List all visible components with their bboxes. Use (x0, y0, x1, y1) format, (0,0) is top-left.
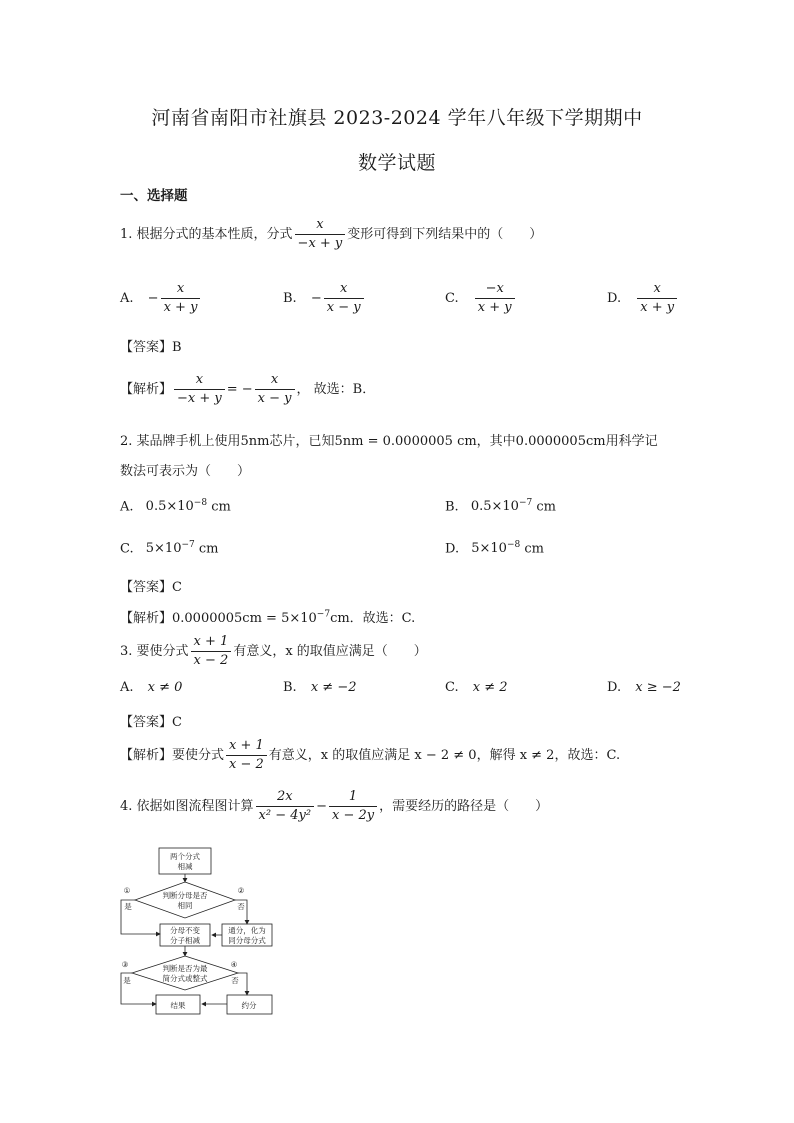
q4-fraction-1 (256, 788, 315, 825)
analysis-text: 【解析】0.0000005cm = 5×10 (120, 611, 317, 626)
frac-num: x + 1 (226, 737, 267, 756)
option-text: x ≠ 2 (472, 680, 508, 695)
q2-option-b (445, 498, 556, 514)
analysis-suffix: 有意义，x 的取值应满足 x − 2 ≠ 0，解得 x ≠ 2，故选：C. (268, 748, 621, 763)
flow-decision-2 (132, 956, 238, 990)
option-label: B. (283, 291, 297, 306)
option-label: A. (120, 499, 134, 515)
flow-yes-3: 是 (123, 976, 131, 985)
option-text: x ≥ −2 (635, 680, 681, 695)
option-fraction (324, 280, 364, 317)
option-label: A. (120, 291, 134, 306)
q2-analysis (120, 607, 415, 626)
flow-decision2-line1: 判断是否为最 (162, 964, 208, 973)
q2-line2: 数法可表示为（ ） (120, 464, 251, 479)
question-3 (120, 633, 427, 670)
q1-option-c (445, 280, 517, 317)
flow-common-line1: 通分，化为 (228, 926, 266, 935)
analysis-exponent: −7 (316, 609, 331, 620)
analysis-fraction-2 (255, 371, 295, 408)
option-unit: cm (532, 499, 556, 515)
analysis-suffix: cm．故选：C. (330, 611, 416, 626)
frac-den: x − y (257, 391, 292, 406)
flow-mark-4: ④ (230, 960, 238, 969)
option-label: B. (445, 499, 459, 515)
flow-result-label: 结果 (170, 1001, 186, 1010)
frac-num: x (324, 280, 364, 299)
q3-fraction (191, 633, 232, 670)
flow-start-line2: 相减 (177, 862, 193, 871)
q1-suffix: 变形可得到下列结果中的（ ） (347, 227, 543, 242)
q1-option-d (607, 280, 679, 317)
option-sign: − (147, 291, 159, 306)
option-base: 5×10 (471, 541, 507, 557)
option-fraction (161, 280, 201, 317)
frac-den: x − 2y (331, 808, 375, 823)
frac-num: x (255, 371, 295, 390)
frac-num: x (174, 371, 225, 390)
flow-no-2: 否 (237, 902, 245, 911)
q4-suffix: ，需要经历的路径是（ ） (379, 799, 549, 814)
q3-suffix: 有意义，x 的取值应满足（ ） (233, 644, 427, 659)
option-fraction (637, 280, 677, 317)
frac-den: x − 2 (229, 757, 264, 772)
option-exponent: −7 (181, 540, 195, 550)
q1-option-b (283, 280, 366, 317)
frac-den: x² − 4y² (258, 808, 312, 823)
option-text: x ≠ 0 (147, 680, 183, 695)
q4-fraction-2 (329, 788, 377, 825)
option-exponent: −7 (518, 498, 533, 508)
q2-option-d (445, 540, 544, 556)
analysis-suffix: ， 故选：B． (296, 382, 376, 397)
q1-frac-den: −x + y (297, 236, 343, 251)
question-4 (120, 788, 548, 825)
q2-option-a (120, 498, 231, 514)
q3-answer: 【答案】C (120, 715, 182, 730)
option-base: 0.5×10 (470, 499, 519, 515)
analysis-fraction (226, 737, 267, 774)
frac-den: −x + y (177, 391, 222, 406)
option-label: D. (607, 680, 622, 695)
frac-den: x + y (477, 300, 512, 315)
flow-mark-2: ② (237, 886, 245, 895)
q1-prefix: 1. 根据分式的基本性质，分式 (120, 227, 293, 242)
q4-minus: − (316, 799, 327, 814)
frac-den: x + y (163, 300, 198, 315)
frac-num: 1 (329, 788, 377, 807)
q3-option-b (283, 680, 356, 695)
flow-decision-1 (135, 882, 235, 918)
flow-common-line2: 同分母分式 (228, 936, 266, 945)
frac-den: x + y (640, 300, 675, 315)
option-sign: − (310, 291, 322, 306)
option-base: 5×10 (145, 541, 182, 557)
option-label: C. (445, 291, 459, 306)
q1-frac-num: x (295, 216, 346, 235)
q1-fraction (295, 216, 346, 253)
frac-num: x + 1 (191, 633, 232, 652)
q3-analysis (120, 737, 620, 774)
option-label: B. (283, 680, 297, 695)
option-base: 0.5×10 (145, 499, 194, 515)
flow-decision1-line2: 相同 (177, 901, 193, 910)
option-label: A. (120, 680, 134, 695)
analysis-prefix: 【解析】要使分式 (120, 748, 225, 763)
option-exponent: −8 (193, 498, 208, 508)
flow-no-4: 否 (231, 976, 239, 985)
analysis-label: 【解析】 (120, 382, 173, 397)
flow-yes-1: 是 (124, 902, 132, 911)
flow-reduce-label: 约分 (241, 1001, 257, 1010)
q4-prefix: 4. 依据如图流程图计算 (120, 799, 254, 814)
flowchart-diagram (110, 840, 280, 1025)
flow-mark-3: ③ (121, 960, 129, 969)
paper-title-line2: 数学试题 (357, 152, 436, 174)
option-label: D. (445, 541, 460, 557)
q2-option-c (120, 540, 219, 556)
option-label: D. (607, 291, 622, 306)
frac-num: x (637, 280, 677, 299)
analysis-equals: = − (226, 382, 253, 397)
frac-num: 2x (256, 788, 315, 807)
q3-option-d (607, 680, 681, 695)
option-unit: cm (207, 499, 231, 515)
paper-title-line1: 河南省南阳市社旗县 2023-2024 学年八年级下学期期中 (151, 107, 643, 129)
frac-den: x − y (326, 300, 361, 315)
option-exponent: −8 (506, 540, 521, 550)
q3-prefix: 3. 要使分式 (120, 644, 189, 659)
option-unit: cm (520, 541, 544, 557)
q2-line1: 2. 某品牌手机上使用5nm芯片，已知5nm = 0.0000005 cm，其中0.0000005cm用科学记 (120, 434, 658, 449)
frac-num: −x (475, 280, 515, 299)
option-fraction (475, 280, 515, 317)
option-label: C. (445, 680, 459, 695)
q3-option-c (445, 680, 508, 695)
flow-decision2-line2: 简分式或整式 (162, 974, 208, 983)
q2-answer: 【答案】C (120, 580, 182, 595)
q1-answer: 【答案】B (120, 340, 182, 355)
q3-option-a (120, 680, 182, 695)
option-text: x ≠ −2 (310, 680, 357, 695)
option-label: C. (120, 541, 134, 557)
question-1 (120, 216, 542, 253)
flow-decision1-line1: 判断分母是否 (162, 891, 208, 900)
frac-num: x (161, 280, 201, 299)
flow-start-line1: 两个分式 (170, 852, 200, 861)
flow-same-line2: 分子相减 (170, 936, 200, 945)
q1-analysis (120, 371, 375, 408)
frac-den: x − 2 (193, 653, 229, 668)
section-heading: 一、选择题 (120, 188, 188, 204)
flow-mark-1: ① (123, 886, 131, 895)
analysis-fraction-1 (174, 371, 225, 408)
flow-same-line1: 分母不变 (170, 926, 200, 935)
option-unit: cm (194, 541, 219, 557)
q1-option-a (120, 280, 202, 317)
